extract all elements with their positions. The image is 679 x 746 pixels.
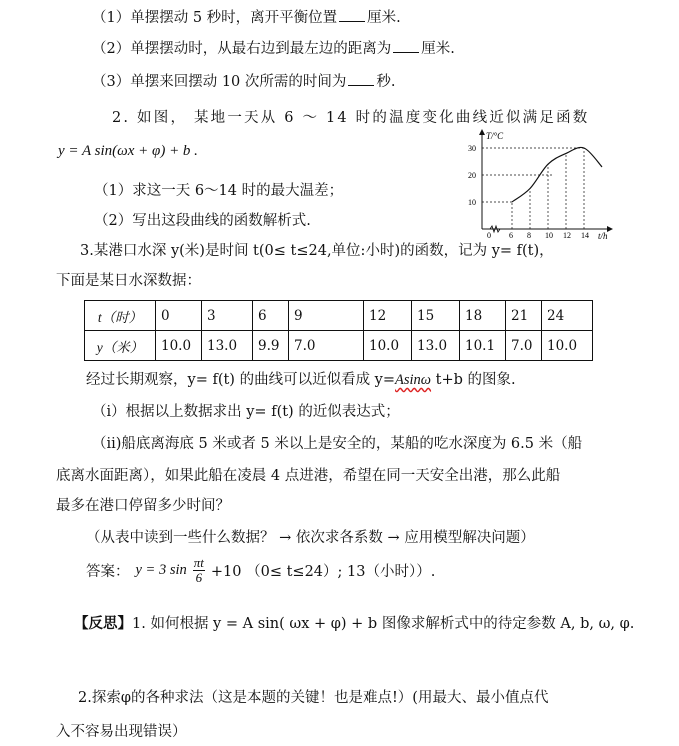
question-1-3: （3）单摆来回摆动 10 次所需的时间为 秒.: [92, 74, 396, 90]
table-cell: 6: [253, 301, 289, 331]
table-cell: 10.0: [364, 331, 412, 361]
table-cell: 0: [156, 301, 202, 331]
table-cell: 7.0: [506, 331, 542, 361]
problem-3-text-2: 下面是某日水深数据：: [56, 273, 201, 289]
hint-text: （从表中读到一些什么数据？ → 依次求各系数 → 应用模型解决问题）: [86, 530, 535, 546]
problem-3-text: 3.某港口水深 y(米)是时间 t(0≤ t≤24,单位:小时)的函数，记为 y= f(t)，: [80, 243, 554, 259]
y-tick-label: 20: [468, 171, 476, 180]
answer-line: [86, 556, 435, 585]
answer-rest: +10 （0≤ t≤24）; 13（小时））.: [210, 564, 436, 580]
observation-text: 经过长期观察，y= f(t) 的曲线可以近似看成 y=Asinω t+b 的图象.: [86, 372, 516, 388]
table-cell: 10.1: [460, 331, 506, 361]
question-3-ii: （ii)船底离海底 5 米或者 5 米以上是安全的，某船的吃水深度为 6.5 米（船: [92, 436, 583, 452]
x-tick-label: 8: [527, 231, 531, 240]
temperature-chart: [466, 126, 616, 242]
x-tick-label: 12: [563, 231, 571, 240]
table-cell: 13.0: [412, 331, 460, 361]
table-cell: 3: [202, 301, 253, 331]
question-3-i: （i）根据以上数据求出 y= f(t) 的近似表达式；: [92, 404, 400, 420]
answer-blank: [339, 21, 365, 22]
answer-blank: [393, 52, 419, 53]
problem-2-q2: （2）写出这段曲线的函数解析式.: [94, 213, 311, 229]
table-row: [85, 301, 593, 331]
table-cell: 12: [364, 301, 412, 331]
temperature-curve: [512, 147, 602, 202]
table-cell: 10.0: [542, 331, 593, 361]
question-1-1: （1）单摆摆动 5 秒时，离开平衡位置 厘米.: [92, 10, 401, 26]
reflection-1: 【反思】1. 如何根据 y = A sin( ωx + φ) + b 图像求解析式中的待定参数 A, b, ω, φ.: [74, 615, 635, 632]
table-cell: 10.0: [156, 331, 202, 361]
reflection-2-cont: 入不容易出现错误）: [56, 724, 187, 740]
table-cell: 13.0: [202, 331, 253, 361]
table-header-y: y（米）: [85, 331, 156, 361]
answer-fraction: $\frac{\pi t}{6}$: [193, 555, 204, 585]
y-axis-label: T/°C: [486, 131, 504, 141]
y-tick-label: 10: [468, 198, 476, 207]
x-tick-label: 10: [545, 231, 553, 240]
table-cell: 15: [412, 301, 460, 331]
x-tick-label: 0: [487, 231, 491, 240]
question-3-ii-cont-2: 最多在港口停留多少时间？: [56, 498, 230, 514]
reflection-2: 2.探索φ的各种求法（这是本题的关键！也是难点!）(用最大、最小值点代: [78, 690, 549, 706]
table-row: [85, 331, 593, 361]
problem-2-text: 2. 如图， 某地一天从 6 ～ 14 时的温度变化曲线近似满足函数: [112, 110, 590, 126]
answer-blank: [348, 85, 374, 86]
problem-2-formula: y = A sin(ωx + φ) + b .: [58, 143, 198, 159]
x-tick-label: 14: [581, 231, 589, 240]
answer-label: 答案：: [86, 564, 130, 580]
x-tick-label: 6: [509, 231, 513, 240]
table-cell: 18: [460, 301, 506, 331]
water-depth-table: [84, 300, 593, 361]
y-tick-label: 30: [468, 144, 476, 153]
table-header-t: t（时）: [85, 301, 156, 331]
table-cell: 9: [289, 301, 364, 331]
table-cell: 21: [506, 301, 542, 331]
x-axis-label: t/h: [598, 231, 608, 241]
question-3-ii-cont: 底离水面距离），如果此船在凌晨 4 点进港，希望在同一天安全出港，那么此船: [56, 468, 561, 484]
answer-formula: y = 3 sin: [135, 562, 187, 578]
problem-2-q1: （1）求这一天 6～14 时的最大温差；: [94, 183, 344, 199]
table-cell: 9.9: [253, 331, 289, 361]
table-cell: 24: [542, 301, 593, 331]
table-cell: 7.0: [289, 331, 364, 361]
reflection-label: 【反思】: [74, 615, 132, 632]
question-1-2: （2）单摆摆动时，从最右边到最左边的距离为 厘米.: [92, 41, 455, 57]
